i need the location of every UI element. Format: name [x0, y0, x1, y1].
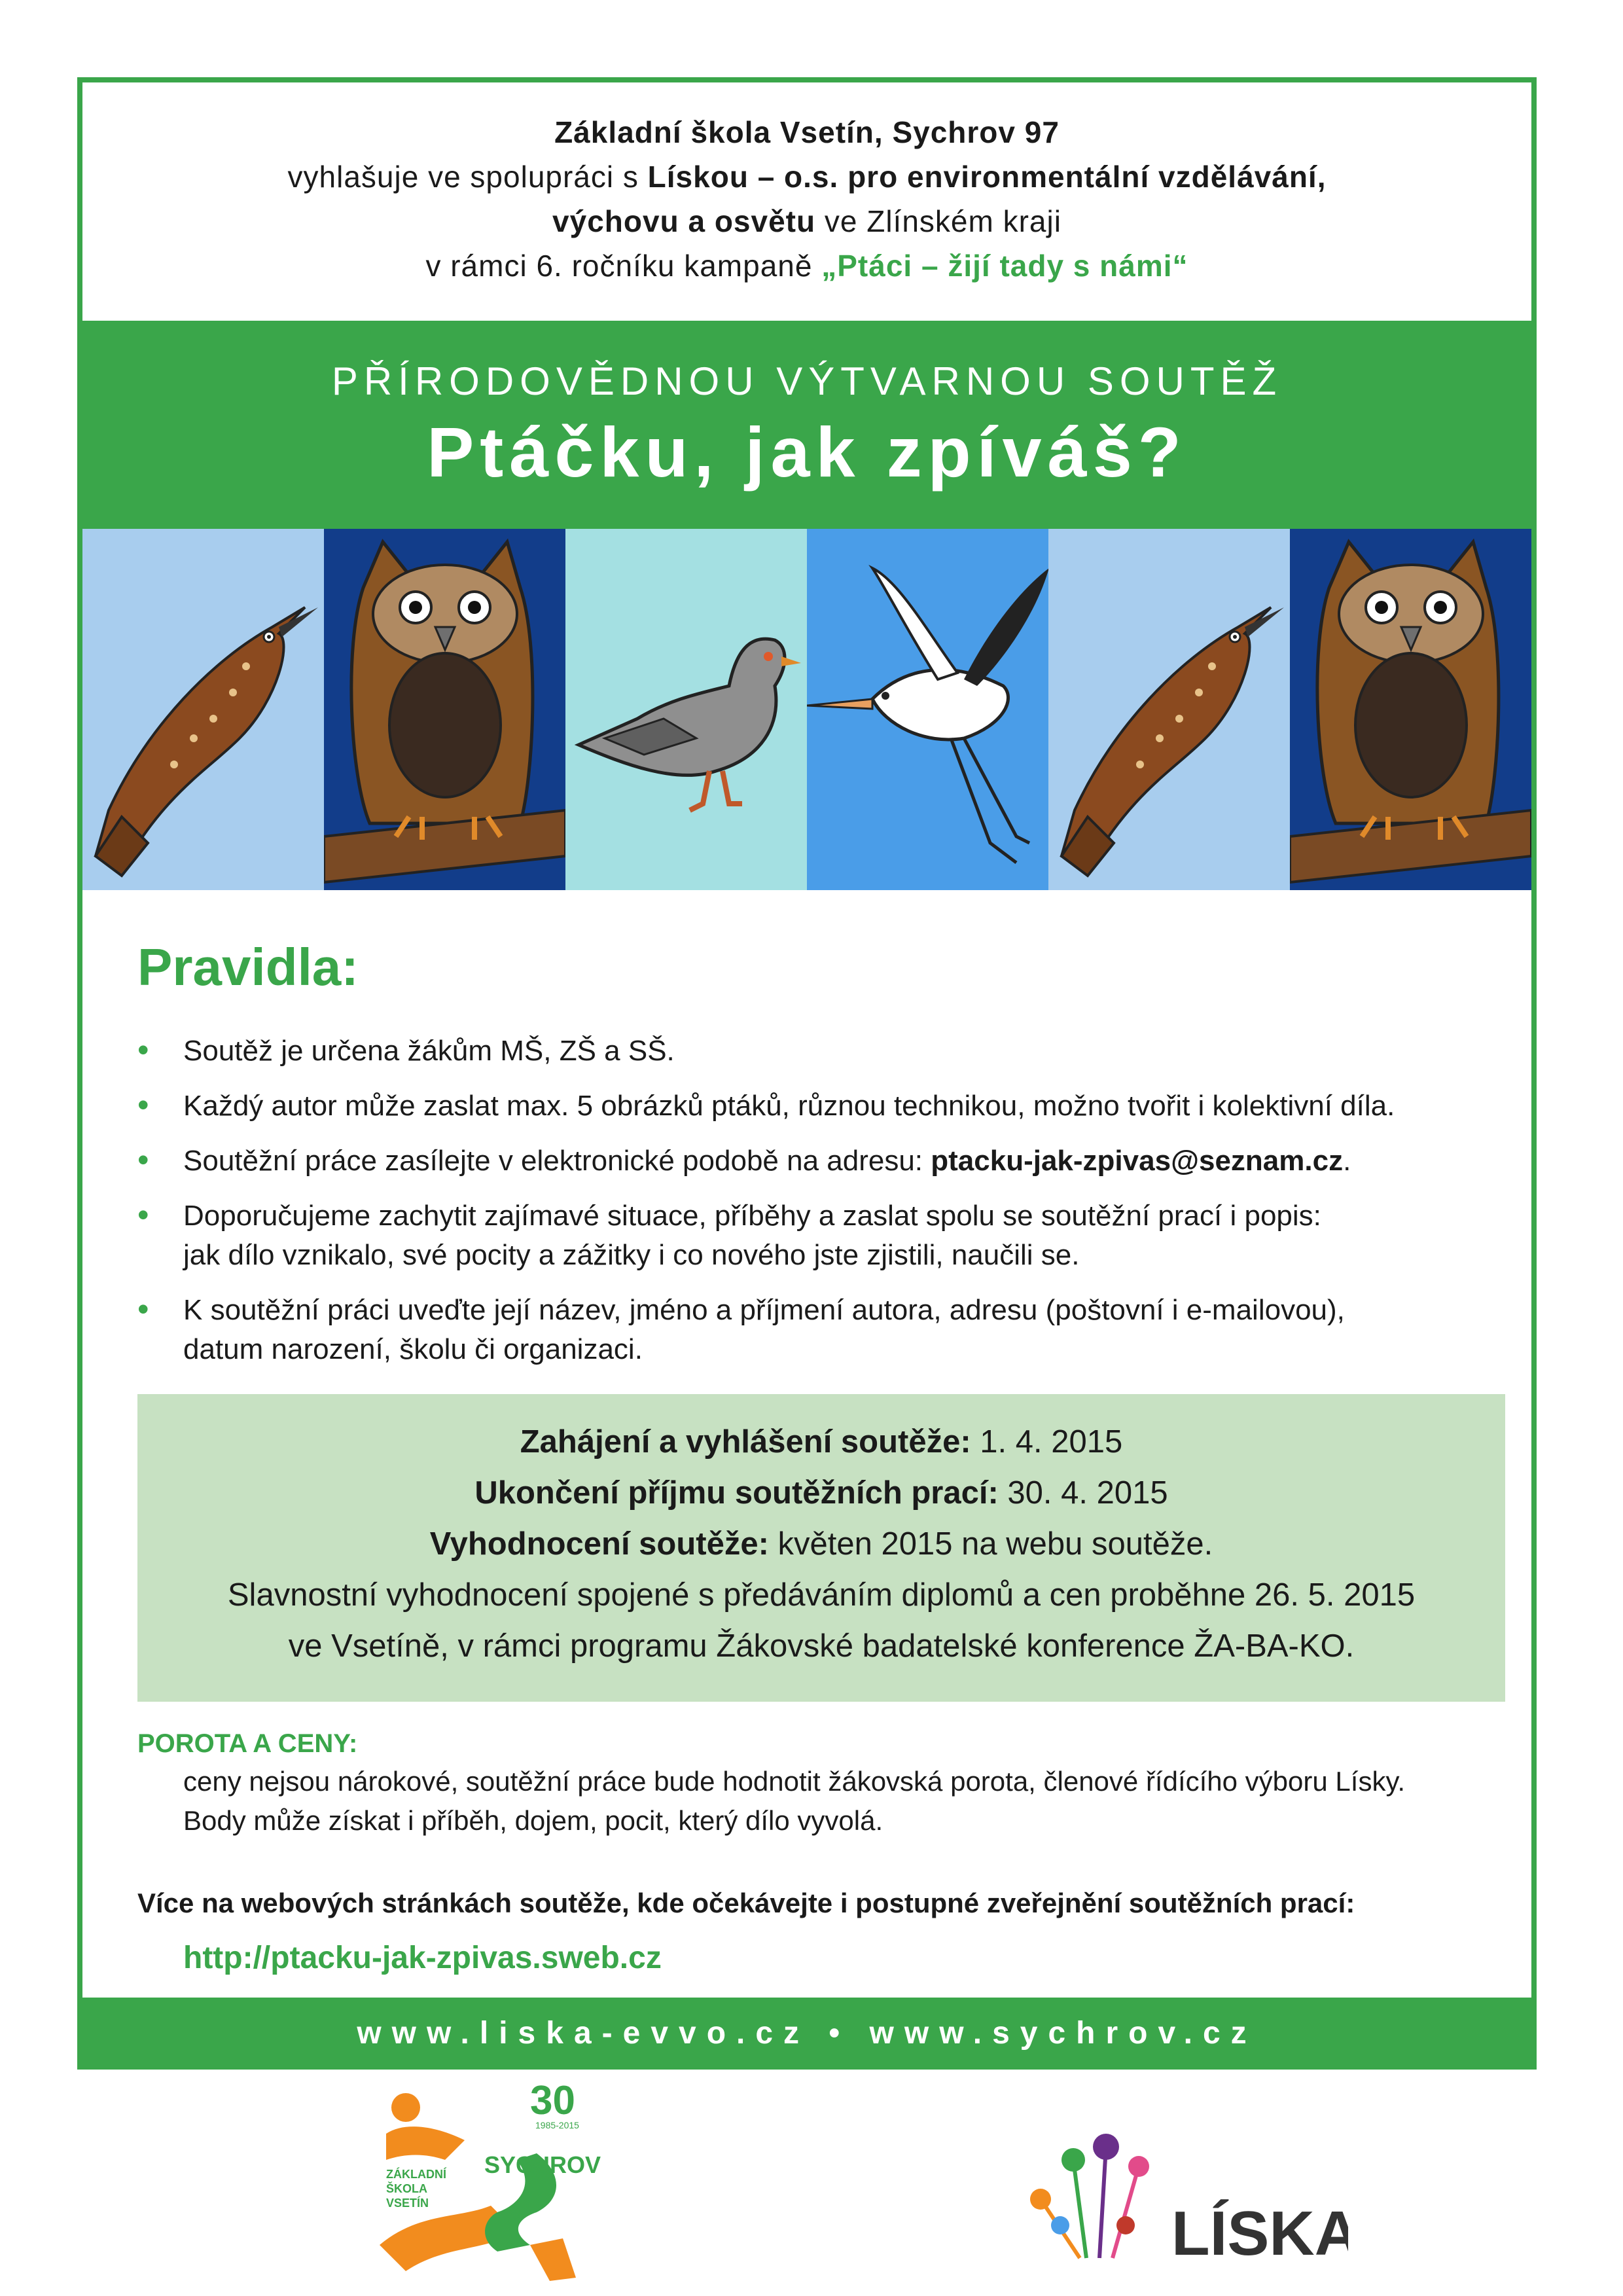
header-line-3: výchovu a osvětu ve Zlínském kraji: [552, 204, 1061, 238]
start-date: Zahájení a vyhlášení soutěže: 1. 4. 2015: [520, 1424, 1123, 1460]
logo-text-3: VSETÍN: [386, 2197, 429, 2210]
owl-illustration-2: [1290, 529, 1531, 890]
school-logo: [366, 2081, 628, 2284]
bullet-icon: •: [137, 1291, 149, 1327]
header: [82, 82, 1531, 321]
bullet-icon: •: [137, 1086, 149, 1123]
ceremony-line-2: ve Vsetíně, v rámci programu Žákovské badatelské konference ŽA-BA-KO.: [288, 1628, 1355, 1664]
rules-list: [137, 1031, 1499, 1369]
dates-box: [137, 1394, 1505, 1702]
evaluation-date: Vyhodnocení soutěže: květen 2015 na webu soutěže.: [429, 1526, 1213, 1562]
more-info-text: Více na webových stránkách soutěže, kde očekávejte i postupné zveřejnění soutěžních prací:: [137, 1888, 1355, 1918]
logo-text-2: ŠKOLA: [386, 2182, 427, 2195]
header-line-2: vyhlašuje ve spolupráci s Lískou – o.s. pro environmentální vzdělávání,: [287, 160, 1327, 194]
rule-item: • Soutěž je určena žákům MŠ, ZŠ a SŠ.: [137, 1031, 675, 1068]
jury-line-2: Body může získat i příběh, dojem, pocit, který dílo vyvolá.: [183, 1805, 883, 1836]
logo-years: 1985-2015: [535, 2120, 579, 2130]
bird-illustrations: [82, 529, 1531, 890]
owl-illustration: [324, 529, 565, 890]
cuckoo-illustration-2: [1048, 529, 1290, 890]
stork-illustration: [807, 529, 1048, 890]
liska-logo-text: LÍSKA: [1171, 2198, 1348, 2269]
banner-kicker: PŘÍRODOVĚDNOU VÝTVARNOU SOUTĚŽ: [331, 359, 1283, 403]
end-date: Ukončení příjmu soutěžních prací: 30. 4. 2015: [474, 1475, 1168, 1511]
bullet-icon: •: [137, 1196, 149, 1233]
header-line-4: v rámci 6. ročníku kampaně „Ptáci – žijí tady s námi“: [425, 249, 1188, 283]
logo-text-1: ZÁKLADNÍ: [386, 2168, 446, 2181]
rule-item: • K soutěžní práci uveďte její název, jméno a příjmení autora, adresu (poštovní i e-mailovou), datum narození, školu či organizaci.: [137, 1291, 1345, 1365]
ceremony-line-1: Slavnostní vyhodnocení spojené s předáváním diplomů a cen proběhne 26. 5. 2015: [227, 1577, 1416, 1613]
logo-name: SYCHROV: [484, 2151, 601, 2178]
rule-item: • Soutěžní práce zasílejte v elektronické podobě na adresu: ptacku-jak-zpivas@seznam.cz.: [137, 1141, 1351, 1178]
liska-logo: [1008, 2094, 1348, 2271]
website-link[interactable]: http://ptacku-jak-zpivas.sweb.cz: [183, 1941, 662, 1975]
banner-title: Ptáčku, jak zpíváš?: [427, 412, 1187, 492]
bullet-icon: •: [137, 1141, 149, 1178]
header-line-1: Základní škola Vsetín, Sychrov 97: [554, 115, 1060, 149]
title-banner: [82, 321, 1531, 529]
logo-number: 30: [530, 2081, 575, 2123]
rules-section: [137, 936, 1499, 1385]
footer-links[interactable]: www.liska-evvo.cz • www.sychrov.cz: [77, 1998, 1537, 2070]
rule-item: • Doporučujeme zachytit zajímavé situace, příběhy a zaslat spolu se soutěžní prací i popis: jak dílo vznikalo, své pocity a zážitky i co nového jste zjistili, naučili se.: [137, 1196, 1321, 1271]
bullet-icon: •: [137, 1031, 149, 1068]
rule-item: • Každý autor může zaslat max. 5 obrázků ptáků, různou technikou, možno tvořit i kolektivní díla.: [137, 1086, 1395, 1123]
email-address[interactable]: ptacku-jak-zpivas@seznam.cz: [931, 1145, 1344, 1177]
jury-heading: POROTA A CENY:: [137, 1729, 358, 1758]
jury-line-1: ceny nejsou nárokové, soutěžní práce bude hodnotit žákovská porota, členové řídícího výboru Lísky.: [183, 1766, 1405, 1797]
pigeon-illustration: [565, 529, 807, 890]
jury-section: [137, 1725, 1512, 1840]
rules-heading: Pravidla:: [137, 938, 359, 996]
cuckoo-illustration: [82, 529, 324, 890]
